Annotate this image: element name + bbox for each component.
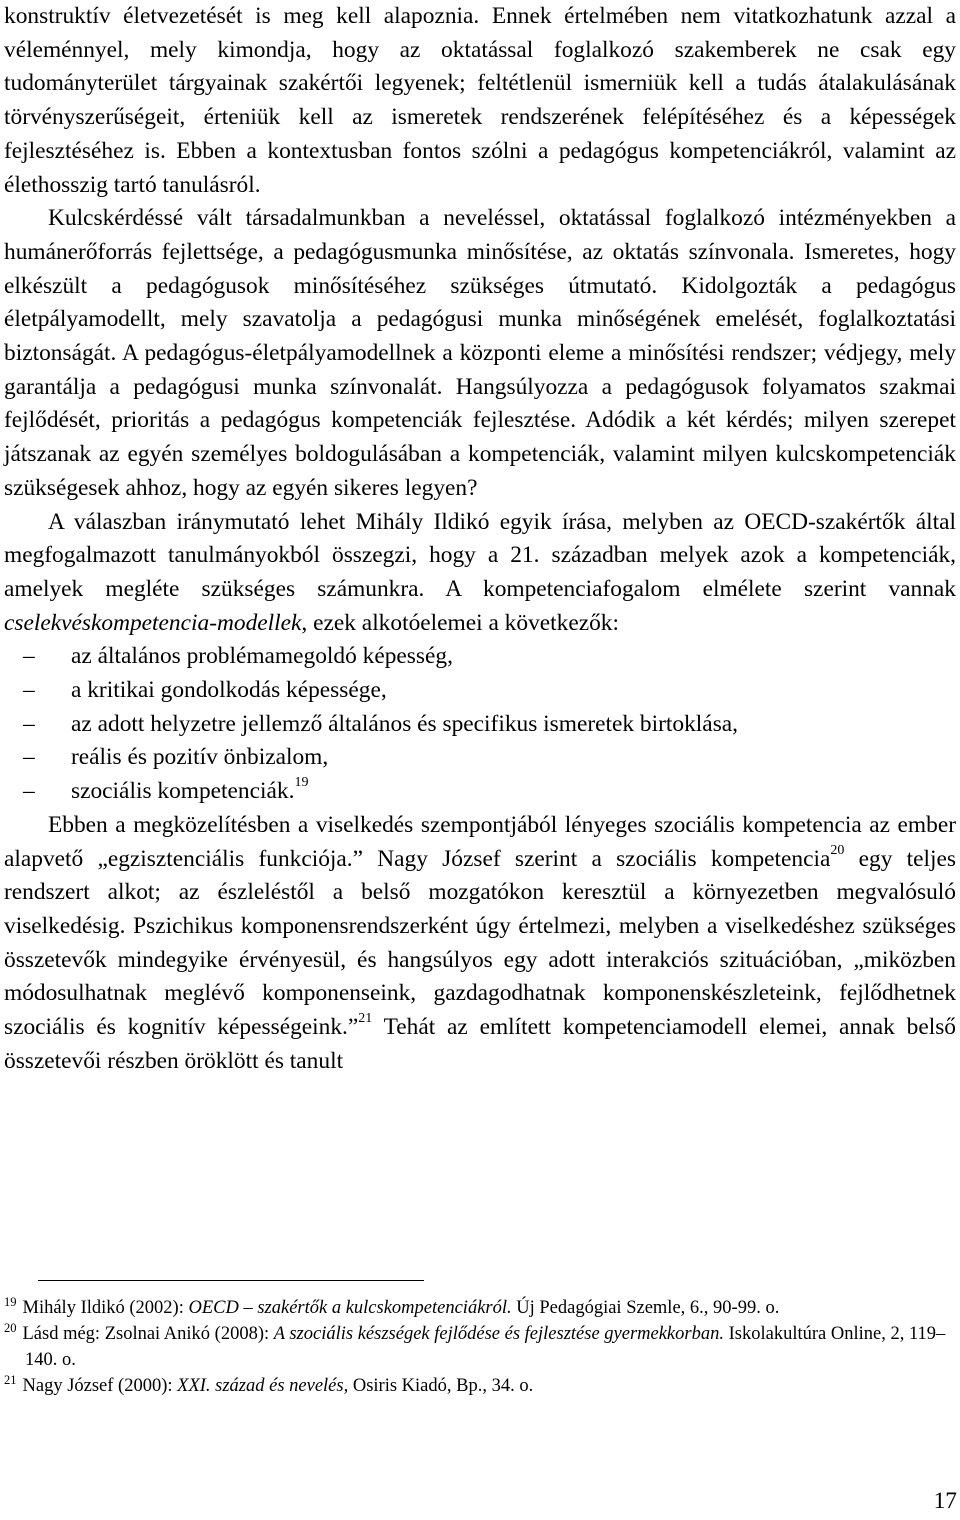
footnote-source: Iskolakultúra Online, 2, 119–140. o.	[25, 1324, 946, 1370]
footnote-title: A szociális készségek fejlődése és fejlesztése gyermekkorban.	[273, 1324, 724, 1344]
dash-bullet: –	[23, 710, 35, 737]
list-item	[4, 708, 956, 742]
footnote-source: Osiris Kiadó, Bp., 34. o.	[348, 1376, 534, 1396]
dash-bullet: –	[23, 744, 35, 771]
list-item	[4, 741, 956, 775]
footnote-19	[4, 1295, 956, 1321]
footnote-text: Nagy József (2000):	[22, 1376, 178, 1396]
footnote-number: 20	[4, 1320, 17, 1335]
footnote-source: Új Pedagógiai Szemle, 6., 90-99. o.	[511, 1298, 780, 1318]
footnote-title: OECD – szakértők a kulcskompetenciákról.	[188, 1298, 512, 1318]
footnote-separator	[38, 1280, 424, 1281]
list-item	[4, 775, 956, 809]
paragraph-4	[4, 809, 956, 1079]
paragraph-3	[4, 506, 956, 641]
document-body	[4, 0, 956, 1079]
paragraph-2: Kulcskérdéssé vált társadalmunkban a neveléssel, oktatással foglalkozó intézményekben a humánerőforrás fejlettsége, a pedagógusmunka minősítése, az oktatás színvonala. Ismeretes, hogy elkészült a pedagógusok minősítéséhez szükséges útmutató. Kidolgozták a pedagógus életpályamodellt, mely szavatolja a pedagógusi munka minőségének emelését, foglalkoztatási biztonságát. A pedagógus-életpályamodellnek a központi eleme a minősítési rendszer; védjegy, mely garantálja a pedagógusi munka színvonalát. Hangsúlyozza a pedagógusok folyamatos szakmai fejlődését, prioritás a pedagógus kompetenciák fejlesztése. Adódik a két kérdés; milyen szerepet játszanak az egyén személyes boldogulásában a kompetenciák, valamint milyen kulcskompetenciák szükségesek ahhoz, hogy az egyén sikeres legyen?	[4, 205, 956, 501]
footnote-ref-21[interactable]: 21	[358, 1011, 373, 1027]
list-item-text: szociális kompetenciák.	[71, 778, 295, 805]
list-item-text: az általános problémamegoldó képesség,	[71, 643, 453, 670]
paragraph-4-text-end: Tehát az említett kompetenciamodell elemei, annak belső összetevői részben öröklött és tanult	[4, 1014, 956, 1074]
dash-bullet: –	[23, 677, 35, 704]
paragraph-3-italic: cselekvéskompetencia-modellek	[4, 609, 302, 636]
paragraph-3-text: A válaszban iránymutató lehet Mihály Ildikó egyik írása, melyben az OECD-szakértők által megfogalmazott tanulmányokból összegzi, hogy a 21. században melyek azok a kompetenciák, amelyek megléte szükséges számunkra. A kompetenciafogalom elmélete szerint vannak	[4, 508, 956, 602]
footnote-21	[4, 1373, 956, 1399]
paragraph-4-text: Ebben a megközelítésben a viselkedés szempontjából lényeges szociális kompetencia az ember alapvető „egzisztenciális funkciója.” Nagy József szerint a szociális kompetencia	[4, 811, 956, 872]
competence-list	[4, 640, 956, 809]
footnote-ref-19[interactable]: 19	[294, 775, 309, 791]
paragraph-4-text-mid: egy teljes rendszert alkot; az észleléstől a belső mozgatókon keresztül a környezetben megvalósuló viselkedésig. Pszichikus komponensrendszerként úgy értelmezi, melyben a viselkedéshez szükséges összetevők mindegyike érvényesül, és hangsúlyos egy adott interakciós szituációban, „miközben módosulhatnak meglévő komponenseink, gazdagodhatnak komponenskészleteink, fejlődhetnek szociális és kognitív képességeink.”	[4, 845, 956, 1041]
footnote-20	[4, 1321, 956, 1373]
paragraph-3-text-end: , ezek alkotóelemei a következők:	[301, 609, 619, 636]
footnote-title: XXI. század és nevelés,	[177, 1376, 349, 1396]
footnotes	[4, 1295, 956, 1399]
dash-bullet: –	[23, 778, 35, 805]
footnote-text: Lásd még: Zsolnai Anikó (2008):	[22, 1324, 274, 1344]
list-item-text: az adott helyzetre jellemző általános és specifikus ismeretek birtoklása,	[71, 710, 739, 737]
paragraph-1: konstruktív életvezetését is meg kell alapoznia. Ennek értelmében nem vitatkozhatunk azzal a véleménnyel, mely kimondja, hogy az oktatással foglalkozó szakemberek ne csak egy tudományterület tárgyainak szakértői legyenek; feltétlenül ismerniük kell a tudás átalakulásának törvényszerűségeit, érteniük kell az ismeretek rendszerének felépítéséhez és a képességek fejlesztéséhez is. Ebben a kontextusban fontos szólni a pedagógus kompetenciákról, valamint az élethosszig tartó tanulásról.	[4, 3, 956, 198]
page-number: 17	[933, 1488, 957, 1514]
footnote-ref-20[interactable]: 20	[830, 842, 845, 858]
list-item-text: reális és pozitív önbizalom,	[71, 744, 329, 771]
list-item	[4, 640, 956, 674]
dash-bullet: –	[23, 643, 35, 670]
list-item-text: a kritikai gondolkodás képessége,	[71, 677, 387, 704]
footnote-text: Mihály Ildikó (2002):	[22, 1298, 189, 1318]
footnote-number: 19	[4, 1294, 17, 1309]
footnote-number: 21	[4, 1372, 17, 1387]
list-item	[4, 674, 956, 708]
